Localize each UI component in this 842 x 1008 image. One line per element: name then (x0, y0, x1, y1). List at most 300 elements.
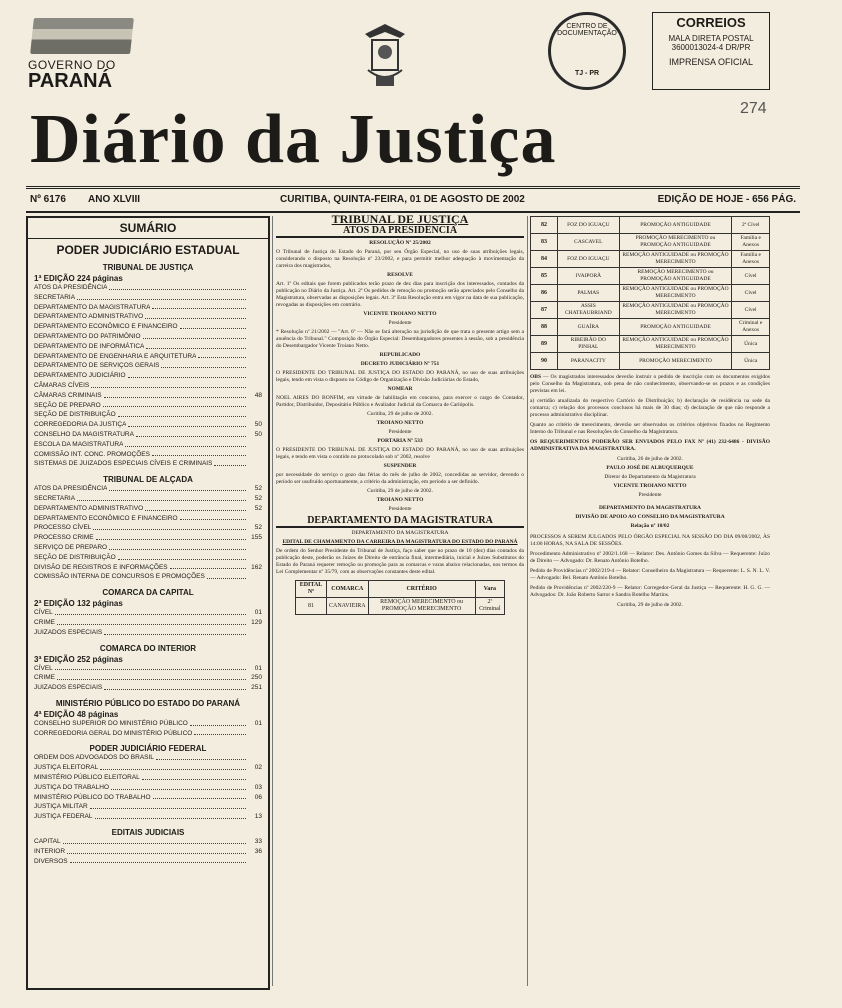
table-cell: FOZ DO IGUAÇU (558, 217, 620, 234)
sumario-section-title: EDITAIS JUDICIAIS (111, 828, 185, 838)
dep-magistratura-heading: DEPARTAMENTO DA MAGISTRATURA (276, 517, 524, 528)
republicado-label: REPUBLICADO (379, 352, 421, 358)
table-row (531, 302, 770, 319)
sumario-row-page: 162 (251, 563, 262, 571)
sumario-row (28, 484, 268, 494)
sumario-row-label: DEPARTAMENTO DE INFORMÁTICA (34, 342, 145, 350)
leader-dots (214, 459, 246, 466)
sumario-row-label: CORREGEDORIA GERAL DO MINISTÉRIO PÚBLICO (34, 729, 193, 737)
table-cell: REMOÇÃO MERECIMENTO ou PROMOÇÃO ANTIGUIDADE (619, 268, 732, 285)
table-cell: 89 (531, 336, 558, 353)
leader-dots (146, 342, 246, 349)
table-cell: REMOÇÃO ANTIGUIDADE ou PROMOÇÃO MERECIMENTO (619, 302, 732, 319)
state-crest-icon (360, 22, 410, 92)
dep-heading-2: DIVISÃO DE APOIO AO CONSELHO DA MAGISTRATURA (575, 514, 725, 520)
edition-pages: EDIÇÃO DE HOJE - 656 PÁG. (657, 194, 796, 205)
sumario-section-title: MINISTÉRIO PÚBLICO DO ESTADO DO PARANÁ (55, 698, 241, 708)
gov-line2: PARANÁ (28, 70, 113, 92)
table-header: COMARCA (327, 581, 369, 598)
sumario-row (28, 312, 268, 322)
leader-dots (91, 381, 246, 388)
table-row (531, 319, 770, 336)
sumario-row-label: DEPARTAMENTO ECONÔMICO E FINANCEIRO (34, 323, 178, 331)
sumario-row (28, 293, 268, 303)
sumario-row-page: 06 (254, 793, 262, 801)
sumario-row-page: 251 (251, 684, 262, 692)
sumario-row-page: 03 (254, 783, 262, 791)
sumario-row-label: DEPARTAMENTO DA MAGISTRATURA (34, 303, 151, 311)
sumario-row (28, 459, 268, 469)
sumario-row-page (248, 401, 262, 411)
leader-dots (96, 533, 246, 540)
table-row (531, 251, 770, 268)
leader-dots (67, 847, 246, 854)
leader-dots (104, 628, 246, 635)
sumario-row (28, 523, 268, 533)
tribunal-title: TRIBUNAL DE JUSTIÇA (331, 212, 469, 226)
sumario-row-page: 33 (254, 838, 262, 846)
sumario-row-page (248, 322, 262, 332)
obs-label: OBS (530, 374, 542, 380)
sumario-row-page: 36 (254, 847, 262, 855)
masthead-title: Diário da Justiça (30, 101, 557, 178)
sumario-row (28, 563, 268, 573)
sumario-row-label: SEÇÃO DE DISTRIBUIÇÃO (34, 553, 116, 561)
sumario-row-page (248, 371, 262, 381)
sumario-row-label: DEPARTAMENTO DO PATRIMÔNIO (34, 332, 141, 340)
requerimentos-text: OS REQUERIMENTOS PODERÃO SER ENVIADOS PELO FAX Nº (41) 232-6486 - DIVISÃO ADMINISTRATIVA DA MAGISTRATURA. (530, 439, 770, 452)
sumario-row (28, 401, 268, 411)
sumario-row-page: 129 (251, 618, 262, 626)
right-column (530, 216, 770, 611)
sumario-row-label: SEÇÃO DE PREPARO (34, 401, 101, 409)
sumario-row (28, 420, 268, 430)
sumario-edition: 2ª EDIÇÃO 132 páginas (34, 599, 123, 609)
sumario-row (28, 753, 268, 763)
sumario-row-page (248, 729, 262, 739)
table-cell: 87 (531, 302, 558, 319)
sumario-row-page (248, 381, 262, 391)
sumario-row-page: 01 (254, 609, 262, 617)
sumario-box (26, 216, 270, 990)
signature-1: VICENTE TROIANO NETTO (363, 311, 437, 317)
sumario-title: SUMÁRIO (28, 218, 268, 239)
leader-dots (170, 563, 246, 570)
flag-graphic (30, 18, 134, 54)
sumario-row-page (248, 459, 262, 469)
sumario-section-title: COMARCA DA CAPITAL (102, 588, 194, 598)
table-cell: 2ª Criminal (475, 598, 504, 615)
sumario-row-page: 250 (251, 674, 262, 682)
table-row (531, 268, 770, 285)
signature-2-role: Presidente (388, 429, 412, 435)
portaria-heading: PORTARIA Nº 533 (377, 438, 423, 444)
sumario-section-title: COMARCA DO INTERIOR (99, 643, 197, 653)
leader-dots (100, 763, 246, 770)
leader-dots (152, 303, 246, 310)
sumario-sections (28, 263, 268, 866)
column-divider (527, 216, 528, 986)
sumario-row-page: 02 (254, 764, 262, 772)
sumario-row (28, 391, 268, 401)
dep-subheading: DEPARTAMENTO DA MAGISTRATURA (351, 530, 449, 536)
resolucao-heading: RESOLUÇÃO Nº 25/2002 (369, 240, 431, 246)
sumario-row (28, 857, 268, 867)
sumario-row-label: JUIZADOS ESPECIAIS (34, 628, 103, 636)
sumario-row-label: DEPARTAMENTO JUDICIÁRIO (34, 372, 126, 380)
sumario-edition: 1ª EDIÇÃO 224 páginas (34, 274, 123, 283)
correios-line: MALA DIRETA POSTAL 3600013024-4 DR/PR (668, 34, 754, 52)
sumario-row (28, 410, 268, 420)
sumario-row-label: CÍVEL (34, 664, 53, 672)
sumario-row-label: CÍVEL (34, 609, 53, 617)
table-cell: 82 (531, 217, 558, 234)
decreto-heading: DECRETO JUDICIÁRIO Nº 751 (360, 361, 440, 367)
table-row (531, 217, 770, 234)
sumario-row (28, 837, 268, 847)
sumario-row-label: CÂMARAS CRIMINAIS (34, 391, 102, 399)
table-cell: PROMOÇÃO MERECIMENTO (619, 353, 732, 370)
sumario-row-label: MINISTÉRIO PÚBLICO DO TRABALHO (34, 793, 151, 801)
signature-3: TROIANO NETTO (376, 497, 424, 503)
right-signature-1-role: Diretor do Departamento da Magistratura (604, 474, 696, 480)
table-cell: IVAIPORÃ (558, 268, 620, 285)
sumario-row-page: 48 (254, 391, 262, 399)
sumario-edition: 4ª EDIÇÃO 48 páginas (34, 709, 119, 719)
sumario-row-label: INTERIOR (34, 847, 66, 855)
sumario-row-label: SECRETARIA (34, 293, 76, 301)
leader-dots (161, 361, 246, 368)
table-cell: Família e Anexos (732, 234, 770, 251)
sumario-row-page (248, 303, 262, 313)
sumario-row-label: DIVISÃO DE REGISTROS E INFORMAÇÕES (34, 563, 168, 571)
sumario-section-title: TRIBUNAL DE ALÇADA (103, 475, 193, 485)
sumario-row (28, 719, 268, 729)
sumario-row-label: SECRETARIA (34, 494, 76, 502)
sumario-row (28, 847, 268, 857)
table-cell: 86 (531, 285, 558, 302)
table-cell: REMOÇÃO ANTIGUIDADE ou PROMOÇÃO MERECIMENTO (619, 251, 732, 268)
table-row (531, 285, 770, 302)
table-header: Vara (475, 581, 504, 598)
sumario-row-page: 50 (254, 421, 262, 429)
sumario-row (28, 533, 268, 543)
sumario-row-label: DIVERSOS (34, 857, 68, 865)
leader-dots (207, 572, 246, 579)
sumario-row (28, 322, 268, 332)
sumario-row (28, 729, 268, 739)
leader-dots (118, 410, 246, 417)
sumario-row-page: 01 (254, 719, 262, 727)
sumario-row (28, 543, 268, 553)
sumario-row (28, 608, 268, 618)
nomear-heading: NOMEAR (387, 386, 413, 392)
sumario-row-page: 01 (254, 664, 262, 672)
table-cell: Cível (732, 268, 770, 285)
sumario-row-label: ORDEM DOS ADVOGADOS DO BRASIL (34, 754, 154, 762)
table-row (296, 598, 505, 615)
leader-dots (57, 618, 246, 625)
dep-heading-1: DEPARTAMENTO DA MAGISTRATURA (598, 505, 702, 511)
sumario-row (28, 440, 268, 450)
sumario-row-label: DEPARTAMENTO DE SERVIÇOS GERAIS (34, 362, 160, 370)
table-cell: Cível (732, 285, 770, 302)
leader-dots (77, 293, 246, 300)
sumario-row-page (248, 553, 262, 563)
signature-2: TROIANO NETTO (376, 420, 424, 426)
leader-dots (153, 793, 246, 800)
process-list: PROCESSOS A SEREM JULGADOS PELO ÓRGÃO ESPECIAL NA SESSÃO DO DIA 09/08/2002, ÀS 14:00 HORAS, NA SALA DE SESSÕES. Procedimento Administrativo nº 2002/1.168 — Relator: Des. Antônio Gomes da Silva — Requerente: Juízo de Direito — Advogado: Dr. Renato Antônio Botelho. Pedido de Providências nº 2002/219-4 — Relator: Conselheiro da Magistratura — Requerente: L. S. N. L. V. — Advogado: Bel. Renato Antônio Botelho. Pedido de Providências nº 2002/220-9 — Relator: Corregedor-Geral da Justiça — Requerente: H. G. G. — Advogados: Dr. João Roberto Sartor e Sandra Botelho Martins. (530, 534, 770, 598)
table-cell: PROMOÇÃO ANTIGUIDADE (619, 217, 732, 234)
sumario-row-label: CORREGEDORIA DA JUSTIÇA (34, 421, 127, 429)
sumario-row-page (248, 342, 262, 352)
relacao-label: Relação nº 10/02 (630, 523, 670, 529)
sumario-row-label: CÂMARAS CÍVEIS (34, 381, 90, 389)
gov-line1: GOVERNO DO (28, 58, 116, 72)
middle-column (276, 212, 524, 615)
leader-dots (109, 543, 246, 550)
right-signature-2-role: Presidente (638, 492, 662, 498)
issue-info-bar (26, 186, 800, 213)
sumario-row (28, 381, 268, 391)
table-row (531, 234, 770, 251)
sumario-row-page (248, 753, 262, 763)
sumario-row (28, 673, 268, 683)
leader-dots (95, 812, 246, 819)
table-cell: FOZ DO IGUAÇU (558, 251, 620, 268)
leader-dots (145, 312, 246, 319)
body-text: Quanto ao critério de merecimento, deverão ser observados os critérios objetivos fixados no Regimento Interno do Tribunal e nas Resoluções do Conselho da Magistratura. (530, 422, 770, 435)
sumario-row-label: PROCESSO CÍVEL (34, 524, 92, 532)
sumario-row-page (248, 773, 262, 783)
leader-dots (198, 352, 246, 359)
body-text: NOEL AIRES DO BONFIM, em virtude de habilitação em concurso, para exercer o cargo de Contador, Partidor, Distribuidor, Depositário Público e Avaliador Judicial da Comarca de Carlópolis. (276, 395, 524, 408)
table-cell: CANAVIEIRA (327, 598, 369, 615)
leader-dots (55, 608, 246, 615)
leader-dots (128, 371, 246, 378)
body-text: De ordem do Senhor Presidente do Tribunal de Justiça, faço saber que no prazo de 10 (dez) dias contados da publicação deste, poderão os Juízes de Direito de entrância final, intermediária, inicial e Juízes Substitutos do Estado do Paraná requerer remoção ou promoção para as comarcas e varas abaixo relacionadas, nos termos da Lei Complementar nº 35/79, com as observações constantes deste edital. (276, 548, 524, 575)
edital-table (295, 580, 505, 615)
table-cell: Única (732, 353, 770, 370)
right-signature-2: VICENTE TROIANO NETTO (613, 483, 687, 489)
sumario-row-label: JUSTIÇA MILITAR (34, 803, 88, 811)
column-divider (272, 216, 273, 986)
sumario-row-label: ATOS DA PRESIDÊNCIA (34, 485, 108, 493)
sumario-row-label: PROCESSO CRIME (34, 534, 94, 542)
sumario-row-page (248, 361, 262, 371)
sumario-row-label: ATOS DA PRESIDÊNCIA (34, 284, 108, 291)
table-cell: RIBEIRÃO DO PINHAL (558, 336, 620, 353)
table-cell: GUAÍRA (558, 319, 620, 336)
sumario-row-label: DEPARTAMENTO ADMINISTRATIVO (34, 313, 144, 321)
sumario-row-page (248, 312, 262, 322)
body-text: O PRESIDENTE DO TRIBUNAL DE JUSTIÇA DO ESTADO DO PARANÁ, no uso de suas atribuições legais, e tendo em vista o contido no protocolado sob nº 2002, resolve (276, 447, 524, 460)
sumario-section-title: TRIBUNAL DE JUSTIÇA (102, 263, 194, 272)
table-cell: PROMOÇÃO MERECIMENTO ou PROMOÇÃO ANTIGUIDADE (619, 234, 732, 251)
sumario-row-label: JUSTIÇA DO TRABALHO (34, 783, 110, 791)
leader-dots (125, 440, 246, 447)
leader-dots (111, 783, 246, 790)
sumario-row-page (248, 410, 262, 420)
resolve-heading: RESOLVE (387, 272, 413, 278)
sumario-row (28, 352, 268, 362)
table-cell: CASCAVEL (558, 234, 620, 251)
handwritten-number: 274 (740, 100, 767, 117)
sumario-row (28, 361, 268, 371)
sumario-row (28, 494, 268, 504)
sumario-row-label: DEPARTAMENTO ADMINISTRATIVO (34, 504, 144, 512)
sumario-row (28, 783, 268, 793)
sumario-row (28, 283, 268, 293)
sumario-row (28, 683, 268, 693)
table-row (531, 353, 770, 370)
stamp-bottom-text: TJ - PR (574, 70, 600, 77)
table-row (531, 336, 770, 353)
atos-presidencia-heading: ATOS DA PRESIDÊNCIA (276, 227, 524, 238)
table-cell: Criminal e Anexos (732, 319, 770, 336)
leader-dots (180, 514, 246, 521)
leader-dots (136, 430, 246, 437)
table-cell: PARANACITY (558, 353, 620, 370)
correios-sub: IMPRENSA OFICIAL (668, 57, 754, 67)
sumario-row-label: JUSTIÇA ELEITORAL (34, 764, 99, 772)
leader-dots (109, 484, 246, 491)
table-cell: Única (732, 336, 770, 353)
sumario-row-page: 13 (254, 813, 262, 821)
leader-dots (90, 802, 246, 809)
sumario-row-page (248, 628, 262, 638)
table-cell: 90 (531, 353, 558, 370)
signature-1-role: Presidente (388, 320, 412, 326)
governo-parana-logo (28, 18, 138, 90)
table-cell: 88 (531, 319, 558, 336)
sumario-row-label: SISTEMAS DE JUIZADOS ESPECIAIS CÍVEIS E CRIMINAIS (34, 460, 213, 468)
sumario-row-label: ESCOLA DA MAGISTRATURA (34, 440, 124, 448)
leader-dots (142, 773, 246, 780)
table-cell: 81 (296, 598, 327, 615)
sumario-row-page: 155 (251, 534, 262, 542)
vacancy-table (530, 216, 770, 370)
leader-dots (109, 283, 246, 290)
leader-dots (57, 673, 246, 680)
sumario-row-page (248, 543, 262, 553)
sumario-row (28, 664, 268, 674)
leader-dots (77, 494, 246, 501)
sumario-row-label: COMISSÃO INT. CONC. PROMOÇÕES (34, 450, 150, 458)
leader-dots (63, 837, 246, 844)
sumario-section-title: PODER JUDICIÁRIO FEDERAL (89, 744, 207, 754)
sumario-row-page (248, 802, 262, 812)
leader-dots (55, 664, 246, 671)
leader-dots (93, 523, 246, 530)
leader-dots (190, 719, 246, 726)
body-text: Art. 1º Os editais que forem publicados terão prazo de dez dias para inscrição dos interessados, contados da publicação no Diário da Justiça. Art. 2º Os pedidos de remoção ou promoção serão apreciados pelo Conselho da Magistratura, observadas as disposições legais. Art. 3º Esta Resolução entra em vigor na data de sua publicação, revogadas as disposições em contrário. (276, 281, 524, 308)
table-cell: REMOÇÃO ANTIGUIDADE ou PROMOÇÃO MERECIMENTO (619, 336, 732, 353)
sumario-row (28, 812, 268, 822)
leader-dots (143, 332, 246, 339)
table-cell: ASSIS CHATEAUBRIAND (558, 302, 620, 319)
sumario-row (28, 332, 268, 342)
sumario-row-page: 52 (254, 494, 262, 502)
correios-title: CORREIOS (676, 15, 746, 30)
leader-dots (104, 683, 246, 690)
table-header: EDITAL Nº (296, 581, 327, 598)
sumario-row (28, 628, 268, 638)
right-signature-1: PAULO JOSÉ DE ALBUQUERQUE (606, 465, 694, 471)
right-date: Curitiba, 26 de julho de 2002. (617, 456, 683, 462)
sumario-row-label: COMISSÃO INTERNA DE CONCURSOS E PROMOÇÕES (34, 573, 205, 581)
table-cell: REMOÇÃO MERECIMENTO ou PROMOÇÃO MERECIMENTO (368, 598, 475, 615)
stamp-top-text: CENTRO DE DOCUMENTAÇÃO (557, 23, 617, 37)
table-cell: Cível (732, 302, 770, 319)
sumario-row-page: 52 (254, 504, 262, 512)
sumario-row-label: DEPARTAMENTO DE ENGENHARIA E ARQUITETURA (34, 352, 197, 360)
table-cell: 85 (531, 268, 558, 285)
table-header: CRITÉRIO (368, 581, 475, 598)
sumario-edition: 3ª EDIÇÃO 252 páginas (34, 654, 123, 664)
table-cell: 84 (531, 251, 558, 268)
sumario-row-page (248, 293, 262, 303)
body-text: O PRESIDENTE DO TRIBUNAL DE JUSTIÇA DO ESTADO DO PARANÁ, no uso de suas atribuições legais, tendo em vista o disposto no Código de Organização e Divisão Judiciárias do Estado, (276, 370, 524, 383)
sumario-row-label: DEPARTAMENTO ECONÔMICO E FINANCEIRO (34, 514, 178, 522)
final-date: Curitiba, 29 de julho de 2002. (617, 602, 683, 608)
sumario-row-label: CONSELHO DA MAGISTRATURA (34, 430, 134, 438)
sumario-row (28, 773, 268, 783)
sumario-row (28, 553, 268, 563)
sumario-row (28, 793, 268, 803)
table-cell: Família e Anexos (732, 251, 770, 268)
sumario-row-page (248, 572, 262, 582)
sumario-row-page (248, 332, 262, 342)
sumario-row-page (248, 514, 262, 524)
correios-box (652, 12, 770, 90)
issue-year: ANO XLVIII (88, 194, 141, 205)
sumario-row (28, 802, 268, 812)
leader-dots (118, 553, 246, 560)
table-cell: REMOÇÃO ANTIGUIDADE ou PROMOÇÃO MERECIMENTO (619, 285, 732, 302)
sumario-row-label: CRIME (34, 618, 55, 626)
signature-3-role: Presidente (388, 506, 412, 512)
leader-dots (180, 322, 246, 329)
sumario-row-page (248, 283, 262, 293)
sumario-row-page (248, 450, 262, 460)
body-text: * Resolução nº 21/2002 — "Art. 6º — Não se fará alteração na jurisdição de que trata o presente artigo sem a anuência do Tribunal." Composição do Órgão Especial: Desembargadores presentes à sessão, sob a presidência do Desembargador Vicente Troiano Netto. (276, 329, 524, 349)
sumario-row (28, 618, 268, 628)
leader-dots (156, 753, 246, 760)
body-text: por necessidade do serviço o gozo das férias do mês de julho de 2002, concedidas ao servidor, devendo o período ser usufruído oportunamente, a critério da administração, em período a ser definido. (276, 472, 524, 485)
sumario-row (28, 504, 268, 514)
table-cell: 83 (531, 234, 558, 251)
sumario-row-label: CAPITAL (34, 838, 61, 846)
table-cell: PROMOÇÃO ANTIGUIDADE (619, 319, 732, 336)
body-text: O Tribunal de Justiça do Estado do Paraná, por seu Órgão Especial, no uso de suas atribuições legais, considerando o disposto na Resolução nº 23/2002, e para permitir melhor adequação à movimentação da carreira dos magistrados, (276, 249, 524, 269)
leader-dots (104, 391, 246, 398)
leader-dots (103, 401, 246, 408)
sumario-row-label: MINISTÉRIO PÚBLICO ELEITORAL (34, 774, 140, 782)
sumario-row-page (248, 440, 262, 450)
edital-heading: EDITAL DE CHAMAMENTO DA CARREIRA DA MAGISTRATURA DO ESTADO DO PARANÁ (282, 539, 518, 545)
obs-block: OBS — Os magistrados interessados deverão instruir o pedido de inscrição com os documentos exigidos pelo Conselho da Magistratura, sob pena de não conhecimento, observando-se os prazos e as condições previstas em lei. a) certidão atualizada do respectivo Cartório de Distribuição; b) declaração de residência na sede da comarca; c) relação dos processos conclusos há mais de 30 dias; d) declaração de que não responde a processo administrativo disciplinar. Quanto ao critério de merecimento, deverão ser observados os critérios objetivos fixados no Regimento Interno do Tribunal e nas Resoluções do Conselho da Magistratura. OS REQUERIMENTOS PODERÃO SER ENVIADOS PELO FAX Nº (41) 232-6486 - DIVISÃO ADMINISTRATIVA DA MAGISTRATURA. (530, 374, 770, 452)
sumario-row-label: SEÇÃO DE DISTRIBUIÇÃO (34, 411, 116, 419)
date-1: Curitiba, 29 de julho de 2002. (367, 411, 433, 417)
leader-dots (128, 420, 246, 427)
sumario-row-label: CONSELHO SUPERIOR DO MINISTÉRIO PÚBLICO (34, 719, 188, 727)
sumario-row (28, 371, 268, 381)
table-cell: PALMAS (558, 285, 620, 302)
issue-number: Nº 6176 (30, 194, 66, 205)
sumario-row (28, 430, 268, 440)
table-cell: 2ª Cível (732, 217, 770, 234)
